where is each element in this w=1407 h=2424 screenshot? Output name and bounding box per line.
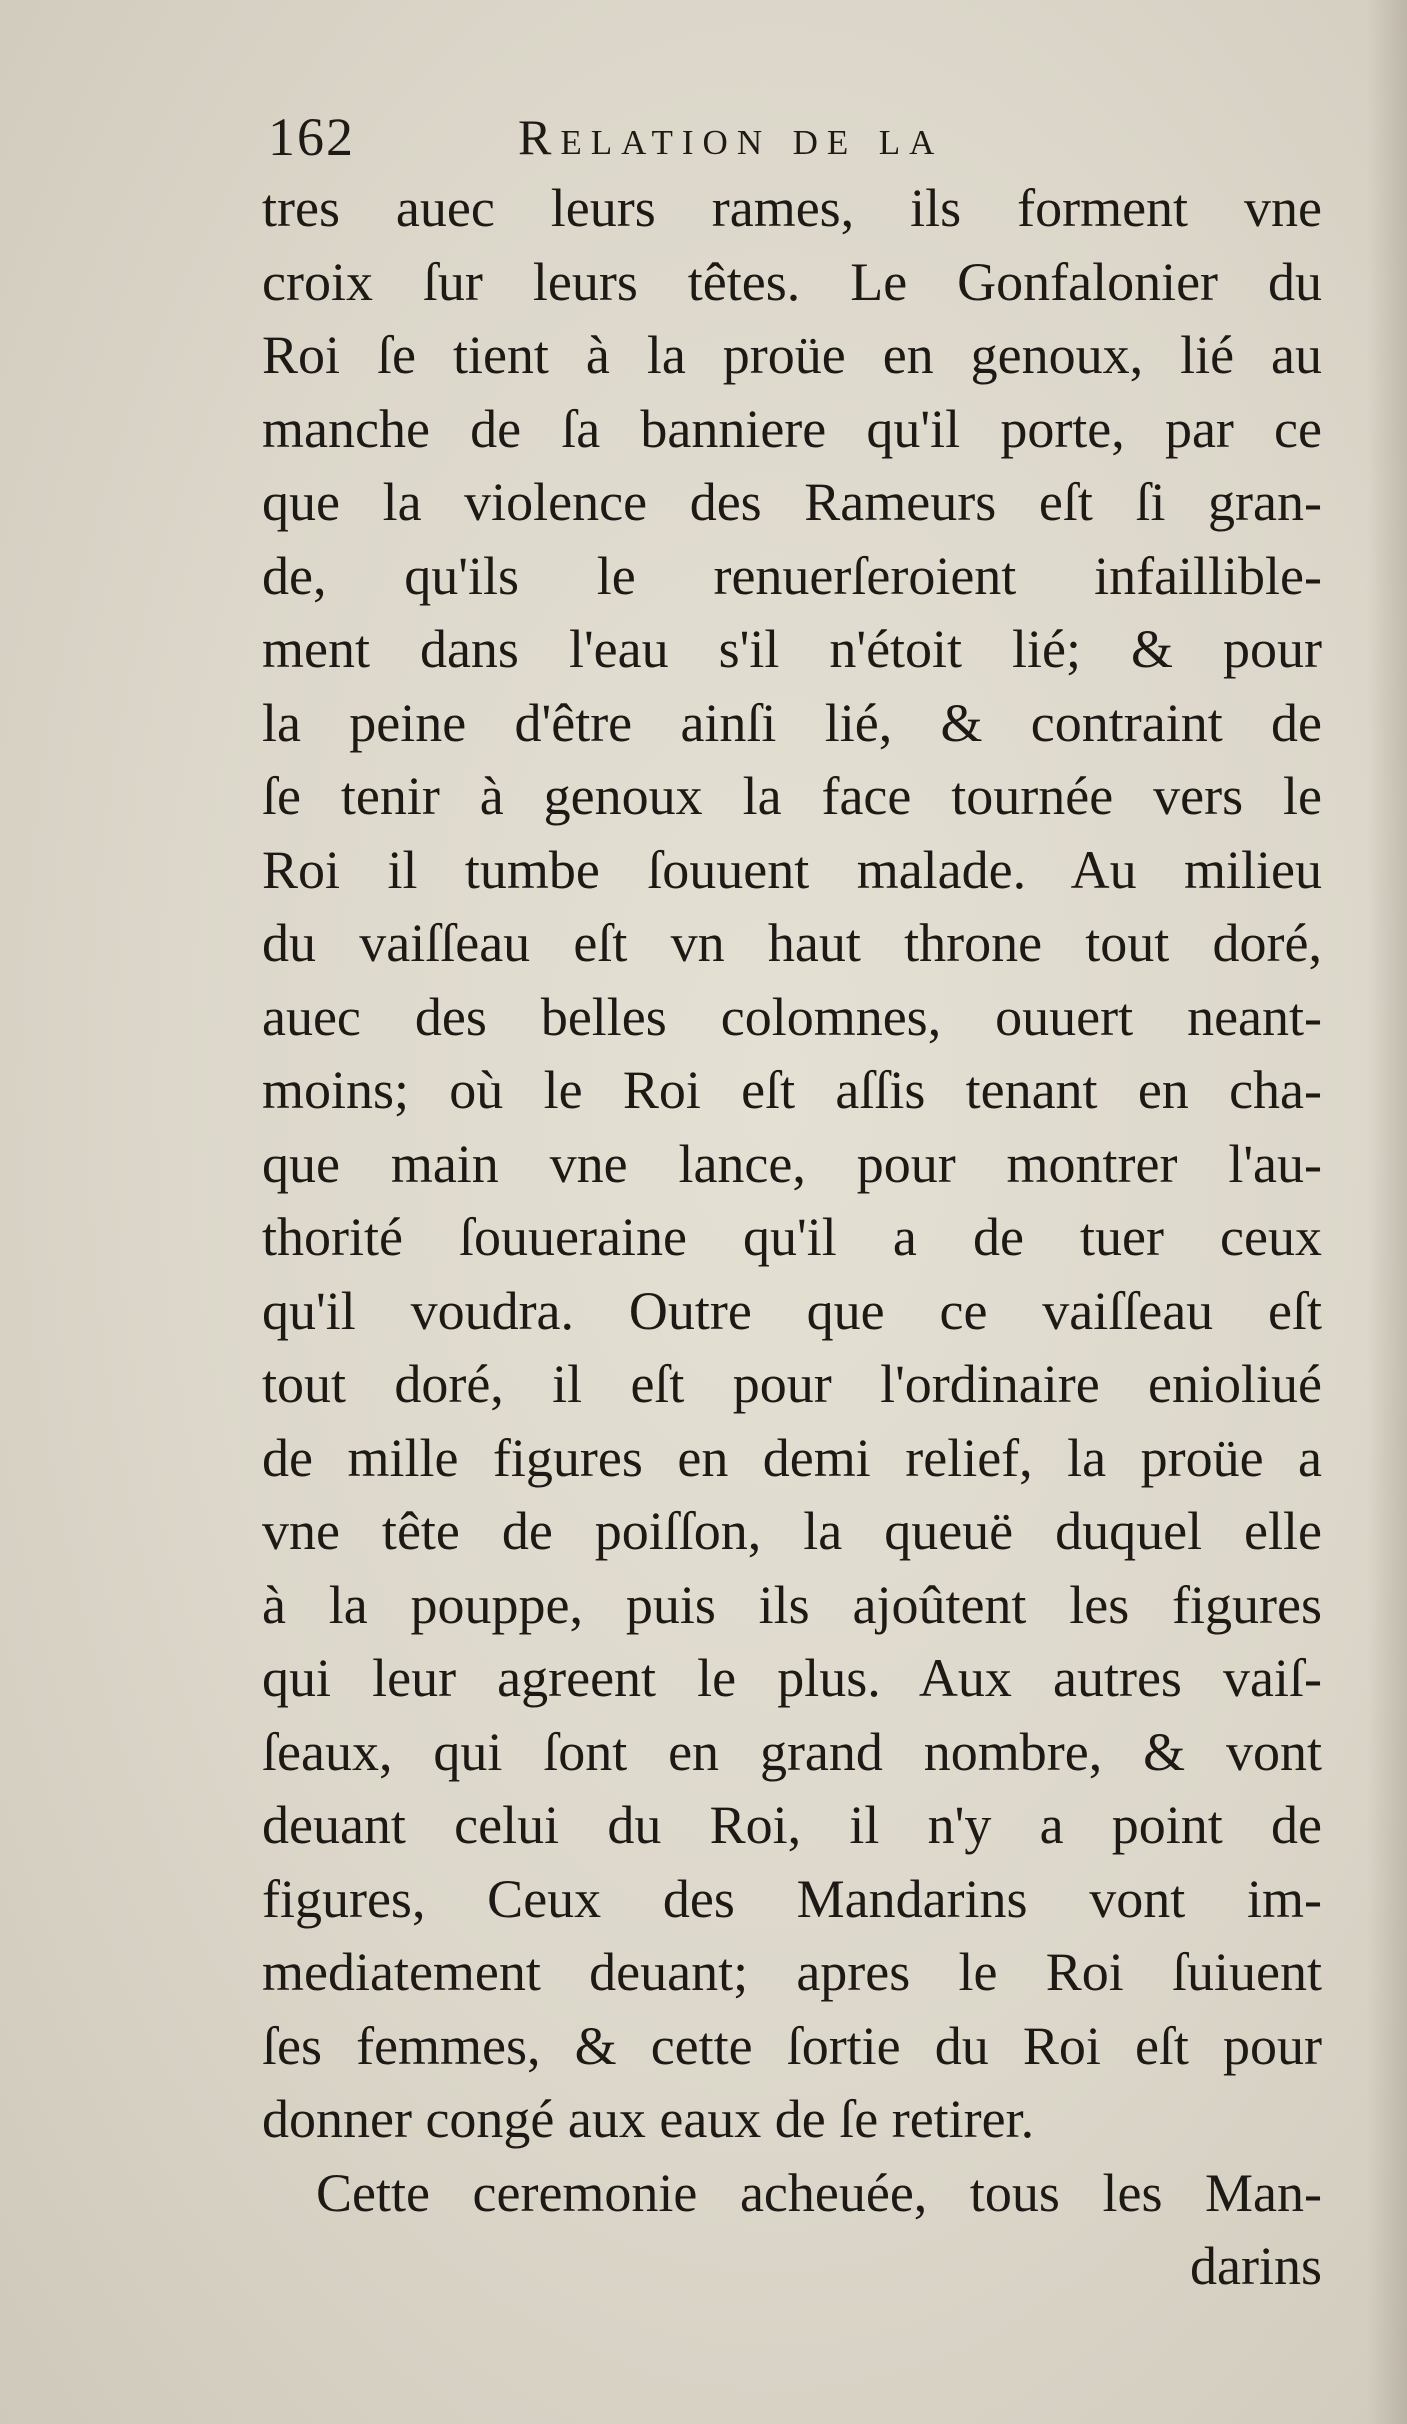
text-line: tres auec leurs rames, ils forment vne (262, 178, 1322, 238)
text-line: de mille figures en demi relief, la proüe a (262, 1427, 1322, 1488)
page-number: 162 (268, 107, 355, 167)
text-line: moins; où le Roi eſt aſſis tenant en cha- (262, 1060, 1322, 1120)
text-line: à la pouppe, puis ils ajoûtent les figures (262, 1574, 1322, 1635)
text-line: thorité ſouueraine qu'il a de tuer ceux (262, 1207, 1322, 1267)
text-line: qu'il voudra. Outre que ce vaiſſeau eſt (262, 1280, 1322, 1341)
text-line: ſes femmes, & cette ſortie du Roi eſt pour (262, 2015, 1322, 2076)
running-title: Relation de la (518, 109, 944, 165)
text-line: tout doré, il eſt pour l'ordinaire enioliué (262, 1354, 1322, 1414)
text-line: Roi il tumbe ſouuent malade. Au milieu (262, 839, 1322, 900)
text-line: mediatement deuant; apres le Roi ſuiuent (262, 1942, 1322, 2002)
text-line: ment dans l'eau s'il n'étoit lié; & pour (262, 619, 1322, 679)
paragraph-start-line: Cette ceremonie acheuée, tous les Man- (316, 2162, 1322, 2223)
text-line: manche de ſa banniere qu'il porte, par ce (262, 398, 1322, 459)
text-line: la peine d'être ainſi lié, & contraint de (262, 692, 1322, 753)
text-line: vne tête de poiſſon, la queuë duquel elle (262, 1501, 1322, 1561)
page-edge-shadow (1367, 0, 1407, 2424)
text-line: Roi ſe tient à la proüe en genoux, lié au (262, 325, 1322, 385)
text-line: qui leur agreent le plus. Aux autres vaiſ- (262, 1648, 1322, 1708)
text-line: deuant celui du Roi, il n'y a point de (262, 1795, 1322, 1855)
text-line: du vaiſſeau eſt vn haut throne tout doré, (262, 913, 1322, 973)
text-line: auec des belles colomnes, ouuert neant- (262, 986, 1322, 1047)
text-line: figures, Ceux des Mandarins vont im- (262, 1868, 1322, 1929)
running-header (268, 102, 1268, 172)
text-line: que la violence des Rameurs eſt ſi gran- (262, 472, 1322, 532)
paragraph-end-line: donner congé aux eaux de ſe retirer. (262, 2089, 1035, 2149)
text-line: ſeaux, qui ſont en grand nombre, & vont (262, 1721, 1322, 1782)
text-line: ſe tenir à genoux la face tournée vers le (262, 766, 1322, 826)
text-line: croix ſur leurs têtes. Le Gonfalonier du (262, 251, 1322, 312)
catchword: darins (1190, 2236, 1322, 2296)
body-text (262, 172, 1322, 2304)
text-line: que main vne lance, pour montrer l'au- (262, 1133, 1322, 1194)
text-line: de, qu'ils le renuerſeroient infaillible- (262, 545, 1322, 606)
